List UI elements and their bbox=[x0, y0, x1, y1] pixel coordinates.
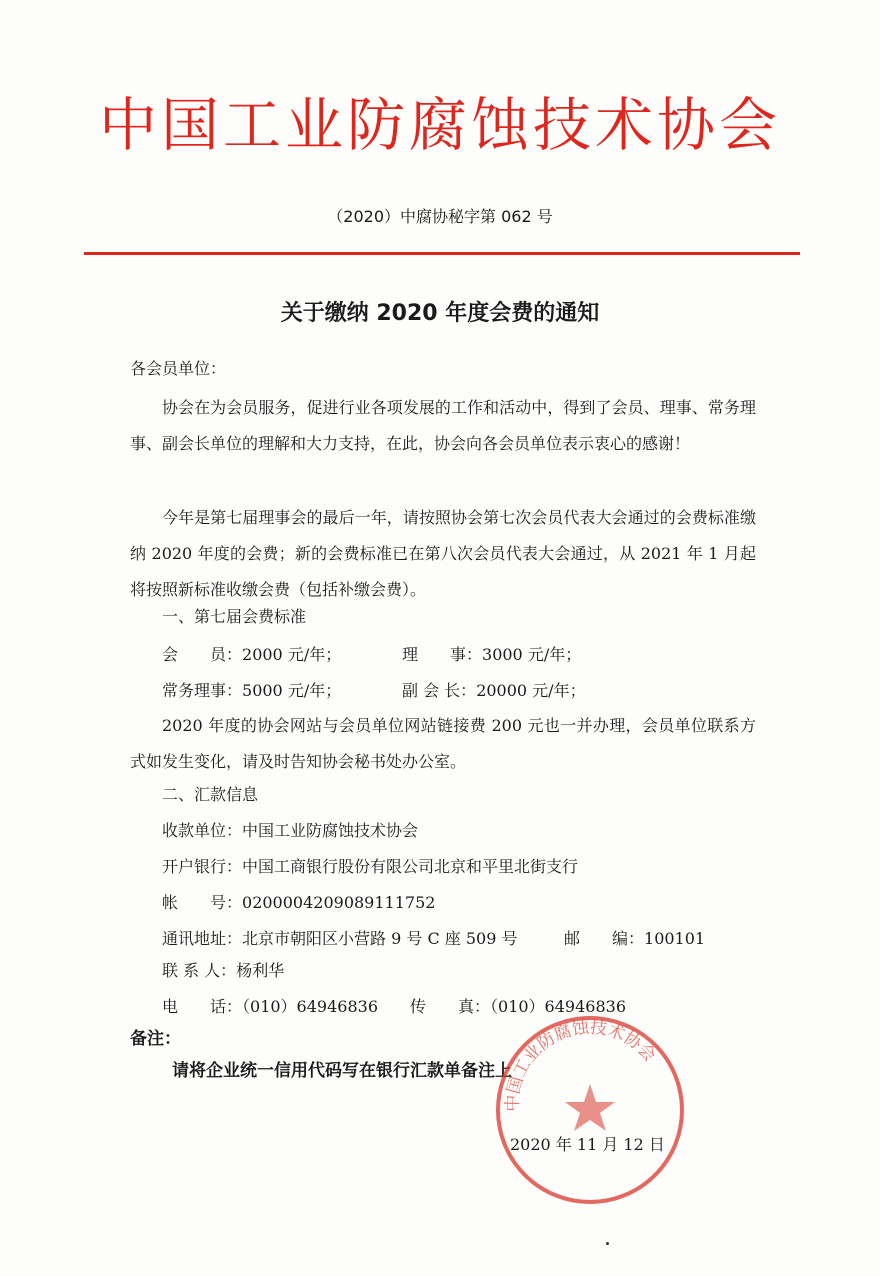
fee-standing-director-label: 常务理事： bbox=[162, 681, 243, 700]
fee-member bbox=[162, 642, 341, 665]
payee-value: 中国工业防腐蚀技术协会 bbox=[242, 821, 419, 840]
account-value: 0200004209089111752 bbox=[242, 893, 436, 912]
fee-vice-president-label: 副 会 长： bbox=[402, 681, 477, 700]
fax-label: 传 真： bbox=[410, 997, 491, 1016]
bank-row bbox=[162, 854, 578, 877]
paragraph-fee-notice: 今年是第七届理事会的最后一年，请按照协会第七次会员代表大会通过的会费标准缴纳 2020 年度的会费；新的会费标准已在第八次会员代表大会通过，从 2021 年 1 月起将按照新标准收缴会费（包括补缴会费）。 bbox=[130, 508, 756, 599]
address-value: 北京市朝阳区小营路 9 号 C 座 509 号 bbox=[242, 929, 518, 948]
fee-director-label: 理 事： bbox=[402, 645, 483, 664]
fee-standing-director-value: 5000 元/年； bbox=[242, 681, 342, 700]
remarks-label: 备注： bbox=[130, 1029, 181, 1049]
document-number: （2020）中腐协秘字第 062 号 bbox=[327, 207, 553, 226]
letterhead-divider bbox=[84, 252, 800, 255]
address-label: 通讯地址： bbox=[162, 929, 243, 948]
salutation: 各会员单位： bbox=[130, 359, 227, 378]
paragraph-thanks: 协会在为会员服务，促进行业各项发展的工作和活动中，得到了会员、理事、常务理事、副会长单位的理解和大力支持，在此，协会向各会员单位表示衷心的感谢！ bbox=[130, 398, 756, 453]
fee-vice-president-value: 20000 元/年； bbox=[476, 681, 586, 700]
svg-text:中国工业防腐蚀技术协会: 中国工业防腐蚀技术协会 bbox=[502, 1017, 660, 1112]
fee-director-value: 3000 元/年； bbox=[482, 645, 582, 664]
fee-member-value: 2000 元/年； bbox=[242, 645, 342, 664]
phone-row bbox=[162, 994, 378, 1017]
remarks-text: 请将企业统一信用代码写在银行汇款单备注上 bbox=[172, 1061, 512, 1081]
issue-date: 2020 年 11 月 12 日 bbox=[510, 1135, 665, 1154]
postcode-row bbox=[564, 926, 705, 949]
contact-value: 杨利华 bbox=[236, 961, 285, 980]
fee-member-label: 会 员： bbox=[162, 645, 243, 664]
phone-label: 电 话： bbox=[162, 997, 243, 1016]
paragraph-website-fee: 2020 年度的协会网站与会员单位网站链接费 200 元也一并办理，会员单位联系方式如发生变化，请及时告知协会秘书处办公室。 bbox=[130, 716, 756, 771]
scan-speck bbox=[606, 1242, 609, 1245]
contact-label: 联 系 人： bbox=[162, 961, 237, 980]
payee-row bbox=[162, 818, 418, 841]
account-label: 帐 号： bbox=[162, 893, 243, 912]
fax-value: （010）64946836 bbox=[490, 997, 626, 1016]
payee-label: 收款单位： bbox=[162, 821, 243, 840]
address-row bbox=[162, 926, 518, 949]
bank-label: 开户银行： bbox=[162, 857, 243, 876]
fee-director bbox=[402, 642, 581, 665]
official-seal-stamp bbox=[492, 1012, 688, 1208]
fee-vice-president bbox=[402, 678, 586, 701]
phone-value: （010）64946836 bbox=[242, 997, 378, 1016]
account-row bbox=[162, 890, 435, 913]
letterhead-org-name: 中国工业防腐蚀技术协会 bbox=[98, 91, 781, 159]
contact-row bbox=[162, 958, 284, 981]
bank-value: 中国工商银行股份有限公司北京和平里北街支行 bbox=[242, 857, 579, 876]
postcode-value: 100101 bbox=[644, 929, 706, 948]
fee-standing-director bbox=[162, 678, 341, 701]
document-title: 关于缴纳 2020 年度会费的通知 bbox=[280, 301, 600, 326]
section2-heading: 二、汇款信息 bbox=[162, 785, 259, 804]
postcode-label: 邮 编： bbox=[564, 929, 645, 948]
section1-heading: 一、第七届会费标准 bbox=[162, 607, 307, 626]
